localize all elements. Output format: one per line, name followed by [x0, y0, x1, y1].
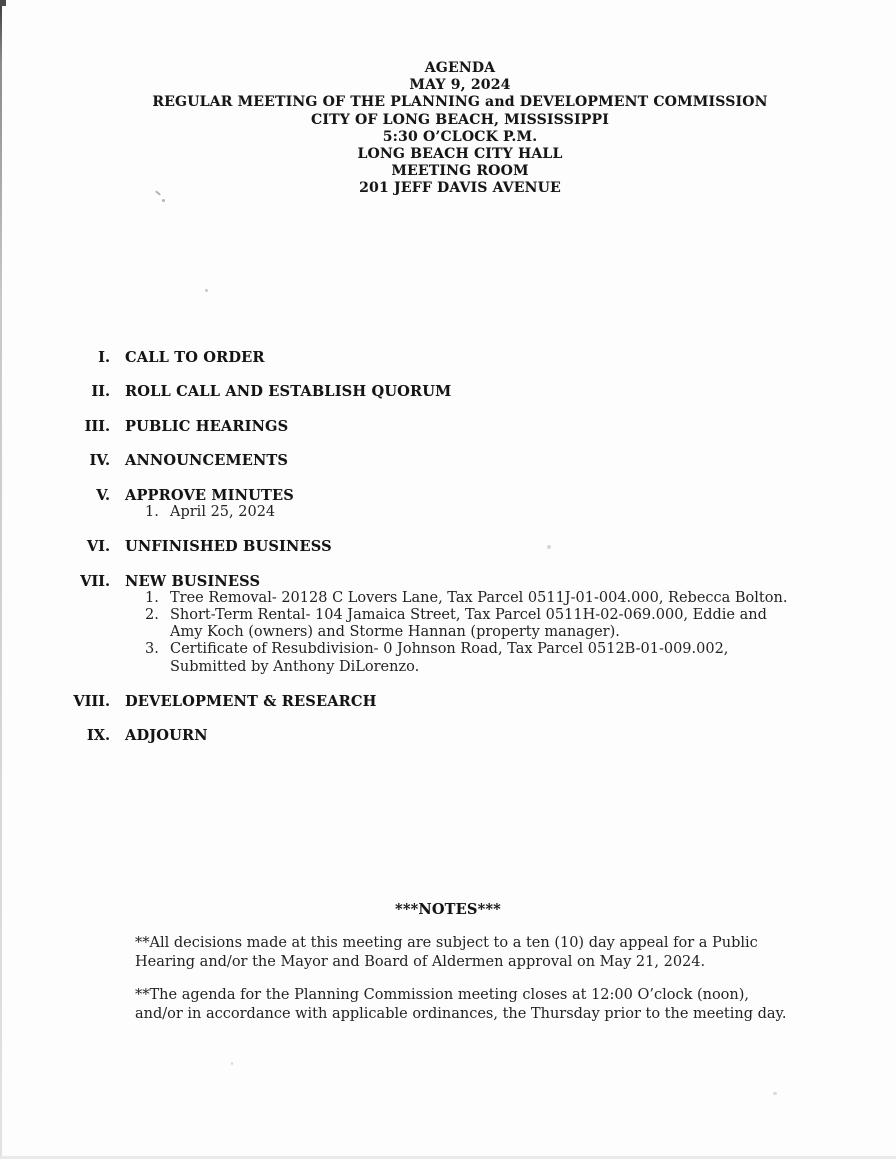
item-title: UNFINISHED BUSINESS [125, 538, 332, 556]
sub-item-number: 1. [145, 503, 159, 520]
sub-item-tree-removal [125, 590, 862, 607]
notes-title: ***NOTES*** [395, 901, 501, 918]
header-line-city: CITY OF LONG BEACH, MISSISSIPPI [311, 111, 609, 128]
item-numeral: IX. [86, 727, 110, 745]
agenda-item-development-research [62, 693, 862, 710]
sub-item-list [125, 504, 862, 521]
scan-speck [231, 1062, 233, 1065]
sub-item-text: Certificate of Resubdivision- 0 Johnson Road, Tax Parcel 0512B-01-009.002, Submitted by Anthony DiLorenzo. [170, 641, 729, 675]
scan-speck [162, 199, 165, 202]
sub-item-certificate-resubdivision [125, 641, 862, 675]
item-numeral: V. [96, 486, 110, 504]
header-line-date: MAY 9, 2024 [409, 77, 511, 94]
item-title: ANNOUNCEMENTS [125, 452, 289, 470]
item-title: ROLL CALL AND ESTABLISH QUORUM [125, 383, 452, 401]
scan-left-edge-line [0, 0, 2, 1159]
sub-item-text: April 25, 2024 [170, 503, 276, 520]
item-numeral: II. [91, 383, 110, 401]
item-title: NEW BUSINESS [125, 572, 261, 590]
agenda-item-announcements [62, 452, 862, 469]
header-line-venue: LONG BEACH CITY HALL [357, 146, 563, 163]
item-numeral: IV. [89, 452, 110, 470]
agenda-item-public-hearings [62, 418, 862, 435]
sub-item-text: Tree Removal- 20128 C Lovers Lane, Tax Parcel 0511J-01-004.000, Rebecca Bolton. [170, 589, 788, 606]
agenda-item-call-to-order [62, 349, 862, 366]
agenda-item-roll-call [62, 383, 862, 400]
notes-section [0, 900, 896, 1038]
agenda-item-unfinished-business [62, 538, 862, 555]
notes-body [135, 934, 799, 1024]
item-numeral: VIII. [73, 692, 110, 710]
scan-speck [547, 545, 551, 549]
notes-paragraph-deadline: **The agenda for the Planning Commission meeting closes at 12:00 O’clock (noon), and/or in accordance with applicable ordinances, the Thursday prior to the meeting day. [135, 987, 787, 1022]
agenda-item-new-business [62, 573, 862, 676]
header-line-address: 201 JEFF DAVIS AVENUE [359, 180, 561, 197]
sub-item-short-term-rental [125, 607, 862, 641]
header-line-time: 5:30 O’CLOCK P.M. [382, 128, 538, 145]
item-numeral: I. [98, 349, 110, 366]
item-title: CALL TO ORDER [125, 349, 265, 366]
header-line-agenda: AGENDA [424, 60, 496, 76]
agenda-item-adjourn [62, 727, 862, 744]
sub-item-list [125, 590, 862, 676]
sub-item-text: Short-Term Rental- 104 Jamaica Street, Tax Parcel 0511H-02-069.000, Eddie and Amy Koch (owners) and Storme Hannan (property manager). [170, 606, 767, 641]
notes-paragraph-appeal: **All decisions made at this meeting are subject to a ten (10) day appeal for a Public Hearing and/or the Mayor and Board of Aldermen approval on May 21, 2024. [135, 935, 758, 970]
item-numeral: III. [84, 417, 110, 435]
scan-corner-mark [0, 0, 6, 6]
agenda-list [62, 349, 862, 762]
header-line-room: MEETING ROOM [391, 163, 529, 180]
agenda-item-approve-minutes [62, 487, 862, 521]
item-numeral: VI. [86, 538, 110, 556]
scan-speck [773, 1092, 777, 1095]
item-numeral: VII. [80, 572, 110, 590]
item-title: ADJOURN [125, 727, 208, 745]
header-line-meeting-type: REGULAR MEETING OF THE PLANNING and DEVELOPMENT COMMISSION [152, 94, 768, 111]
document-header [24, 60, 896, 198]
sub-item-number: 2. [145, 606, 159, 623]
sub-item-number: 1. [145, 589, 159, 606]
item-title: APPROVE MINUTES [125, 486, 294, 504]
item-title: PUBLIC HEARINGS [125, 417, 289, 435]
sub-item-minutes-date [125, 504, 862, 521]
item-title: DEVELOPMENT & RESEARCH [125, 692, 377, 710]
scan-speck [205, 289, 208, 292]
sub-item-number: 3. [145, 641, 159, 658]
